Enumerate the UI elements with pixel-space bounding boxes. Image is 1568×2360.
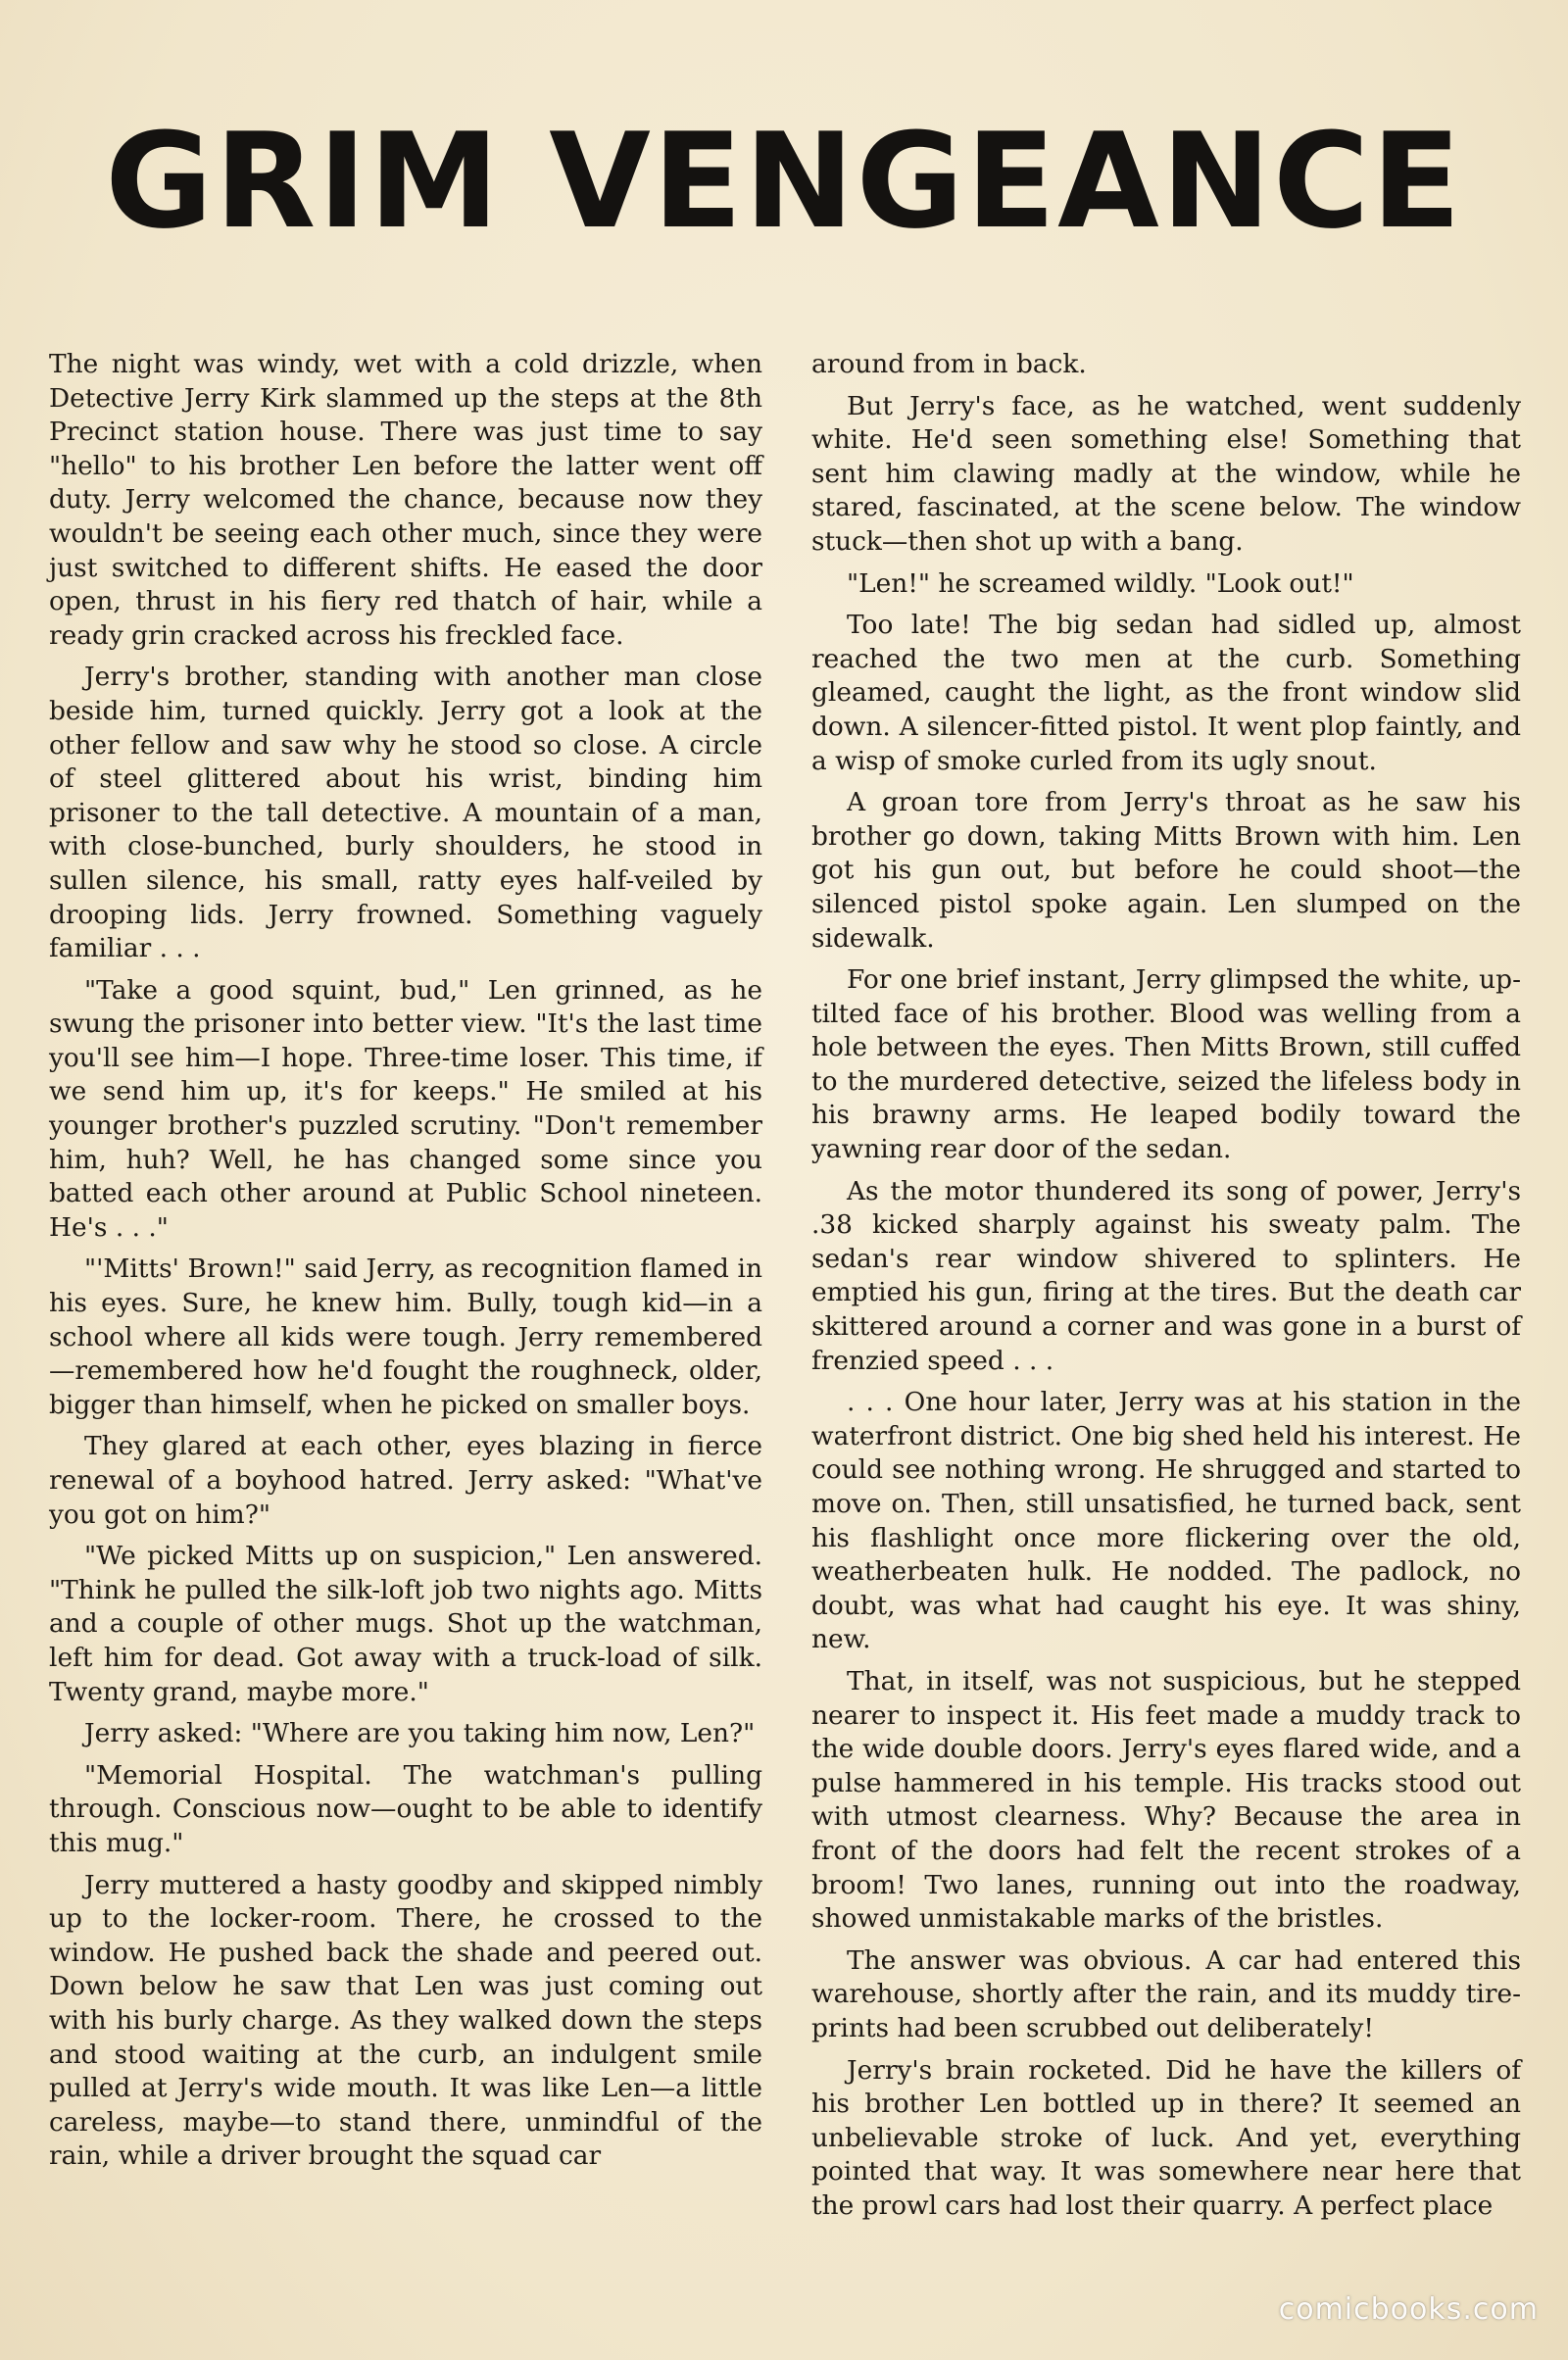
paragraph: "We picked Mitts up on suspicion," Len answered. "Think he pulled the silk-loft job two nights ago. Mitts and a couple of other mugs. Shot up the watchman, left him for dead. Got away with a truck-load of silk. Twenty grand, maybe more."	[49, 1541, 762, 1707]
paragraph: As the motor thundered its song of power, Jerry's .38 kicked sharply against his sweaty palm. The sedan's rear window shivered to splinters. He emptied his gun, firing at the tires. But the death car skittered around a corner and was gone in a burst of frenzied speed . . .	[811, 1175, 1521, 1376]
paragraph: The night was windy, wet with a cold drizzle, when Detective Jerry Kirk slammed up the steps at the 8th Precinct station house. There was just time to say "hello" to his brother Len before the latter went off duty. Jerry welcomed the chance, because now they wouldn't be seeing each other much, since they were just switched to different shifts. He eased the door open, thrust in his fiery red thatch of hair, while a ready grin cracked across his freckled face.	[49, 349, 762, 651]
left-column	[49, 348, 762, 2182]
paragraph: Jerry muttered a hasty goodby and skipped nimbly up to the locker-room. There, he crossed to the window. He pushed back the shade and peered out. Down below he saw that Len was just coming out with his burly charge. As they walked down the steps and stood waiting at the curb, an indulgent smile pulled at Jerry's wide mouth. It was like Len—a little careless, maybe—to stand there, unmindful of the rain, while a driver brought the squad car	[49, 1869, 762, 2172]
story-title: GRIM VENGEANCE	[105, 105, 1463, 258]
paragraph: But Jerry's face, as he watched, went suddenly white. He'd seen something else! Something that sent him clawing madly at the window, while he stared, fascinated, at the scene below. The window stuck—then shot up with a bang.	[811, 390, 1521, 557]
paragraph: The answer was obvious. A car had entered this warehouse, shortly after the rain, and its muddy tire-prints had been scrubbed out deliberately!	[811, 1944, 1521, 2043]
paragraph: "Len!" he screamed wildly. "Look out!"	[847, 567, 1354, 599]
paragraph: "'Mitts' Brown!" said Jerry, as recognition flamed in his eyes. Sure, he knew him. Bully, tough kid—in a school where all kids were tough. Jerry remembered—remembered how he'd fought the roughneck, older, bigger than himself, when he picked on smaller boys.	[49, 1254, 762, 1420]
paragraph: They glared at each other, eyes blazing in fierce renewal of a boyhood hatred. Jerry asked: "What've you got on him?"	[49, 1431, 762, 1530]
right-column	[811, 348, 1521, 2231]
paragraph: Jerry asked: "Where are you taking him now, Len?"	[84, 1718, 756, 1749]
paragraph: Too late! The big sedan had sidled up, almost reached the two men at the curb. Something gleamed, caught the light, as the front window slid down. A silencer-fitted pistol. It went plop faintly, and a wisp of smoke curled from its ugly snout.	[811, 610, 1521, 776]
paragraph: . . . One hour later, Jerry was at his station in the waterfront district. One big shed held his interest. He could see nothing wrong. He shrugged and started to move on. Then, still unsatisfied, he turned back, sent his flashlight once more flickering over the old, weatherbeaten hulk. He nodded. The padlock, no doubt, was what had caught his eye. It was shiny, new.	[811, 1387, 1521, 1655]
paragraph: Jerry's brother, standing with another man close beside him, turned quickly. Jerry got a look at the other fellow and saw why he stood so close. A circle of steel glittered about his wrist, binding him prisoner to the tall detective. A mountain of a man, with close-bunched, burly shoulders, he stood in sullen silence, his small, ratty eyes half-veiled by drooping lids. Jerry frowned. Something vaguely familiar . . .	[49, 662, 762, 964]
paragraph: Jerry's brain rocketed. Did he have the killers of his brother Len bottled up in there? It seemed an unbelievable stroke of luck. And yet, everything pointed that way. It was somewhere near here that the prowl cars had lost their quarry. A perfect place	[811, 2054, 1521, 2221]
paragraph: For one brief instant, Jerry glimpsed the white, up-tilted face of his brother. Blood was welling from a hole between the eyes. Then Mitts Brown, still cuffed to the murdered detective, seized the lifeless body in his brawny arms. He leaped bodily toward the yawning rear door of the sedan.	[811, 964, 1521, 1165]
paragraph: "Memorial Hospital. The watchman's pulling through. Conscious now—ought to be able to identify this mug."	[49, 1759, 762, 1858]
paragraph: around from in back.	[811, 349, 1087, 379]
watermark-text: comicbooks.com	[1278, 2292, 1539, 2327]
paragraph: That, in itself, was not suspicious, but he stepped nearer to inspect it. His feet made a muddy track to the wide double doors. Jerry's eyes flared wide, and a pulse hammered in his temple. His tracks stood out with utmost clearness. Why? Because the area in front of the doors had felt the recent strokes of a broom! Two lanes, running out into the roadway, showed unmistakable marks of the bristles.	[811, 1665, 1521, 1935]
paragraph: A groan tore from Jerry's throat as he saw his brother go down, taking Mitts Brown with him. Len got his gun out, but before he could shoot—the silenced pistol spoke again. Len slumped on the sidewalk.	[811, 787, 1521, 954]
paragraph: "Take a good squint, bud," Len grinned, as he swung the prisoner into better view. "It's the last time you'll see him—I hope. Three-time loser. This time, if we send him up, it's for keeps." He smiled at his younger brother's puzzled scrutiny. "Don't remember him, huh? Well, he has changed some since you batted each other around at Public School nineteen. He's . . ."	[49, 974, 762, 1243]
